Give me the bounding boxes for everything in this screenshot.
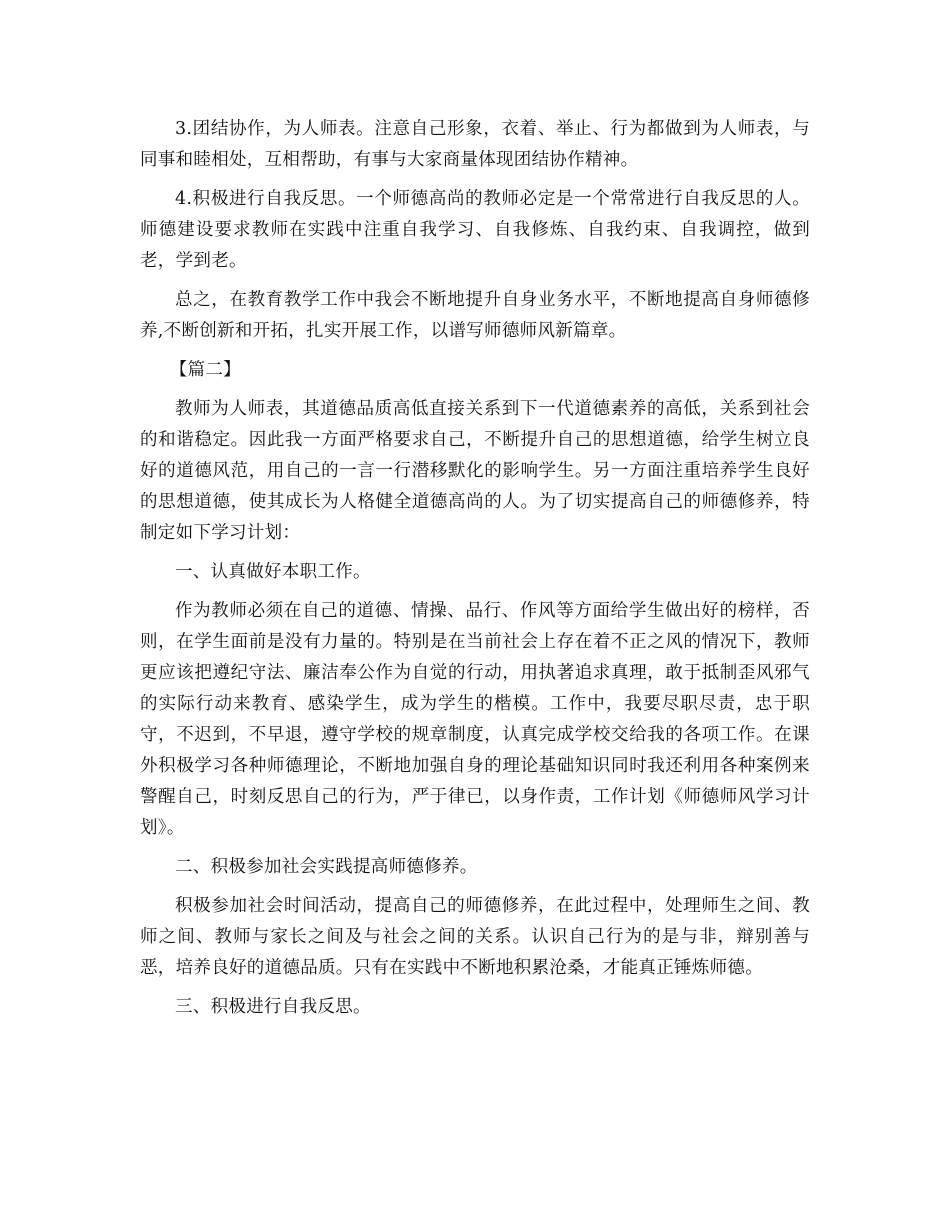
subheading-social-practice: 二、积极参加社会实践提高师德修养。 (175, 857, 478, 877)
paragraph-intro: 教师为人师表，其道德品质高低直接关系到下一代道德素养的高低，关系到社会的和谐稳定。因此我一方面严格要求自己，不断提升自己的思想道德，给学生树立良好的道德风范，用自己的一言一行潜移默化的影响学生。另一方面注重培养学生良好的思想道德，使其成长为人格健全道德高尚的人。为了切实提高自己的师德修养，特制定如下学习计划： (140, 399, 810, 543)
paragraph-social-practice: 积极参加社会时间活动，提高自己的师德修养，在此过程中，处理师生之间、教师之间、教师与家长之间及与社会之间的关系。认识自己行为的是与非，辩别善与恶，培养良好的道德品质。只有在实践中不断地积累沧桑，才能真正锤炼师德。 (140, 896, 810, 978)
document-body (140, 114, 810, 1031)
paragraph-summary: 总之，在教育教学工作中我会不断地提升自身业务水平，不断地提高自身师德修养,不断创新和开拓，扎实开展工作，以谱写师德师风新篇章。 (140, 290, 810, 341)
paragraph-duty: 作为教师必须在自己的道德、情操、品行、作风等方面给学生做出好的榜样，否则，在学生面前是没有力量的。特别是在当前社会上存在着不正之风的情况下，教师更应该把遵纪守法、廉洁奉公作为自觉的行动，用执著追求真理，敢于抵制歪风邪气的实际行动来教育、感染学生，成为学生的楷模。工作中，我要尽职尽责，忠于职守，不迟到，不早退，遵守学校的规章制度，认真完成学校交给我的各项工作。在课外积极学习各种师德理论，不断地加强自身的理论基础知识同时我还利用各种案例来警醒自己，时刻反思自己的行为，严于律已，以身作责，工作计划《师德师风学习计划》。 (140, 601, 810, 838)
paragraph-self-reflection: 4.积极进行自我反思。一个师德高尚的教师必定是一个常常进行自我反思的人。师德建设要求教师在实践中注重自我学习、自我修炼、自我约束、自我调控，做到老，学到老。 (140, 189, 810, 271)
subheading-self-reflection: 三、积极进行自我反思。 (175, 997, 371, 1017)
subheading-duty: 一、认真做好本职工作。 (175, 562, 371, 582)
section-heading-part-two: 【篇二】 (169, 360, 241, 380)
paragraph-unity-cooperation: 3.团结协作，为人师表。注意自己形象，衣着、举止、行为都做到为人师表，与同事和睦相处，互相帮助，有事与大家商量体现团结协作精神。 (140, 119, 810, 170)
